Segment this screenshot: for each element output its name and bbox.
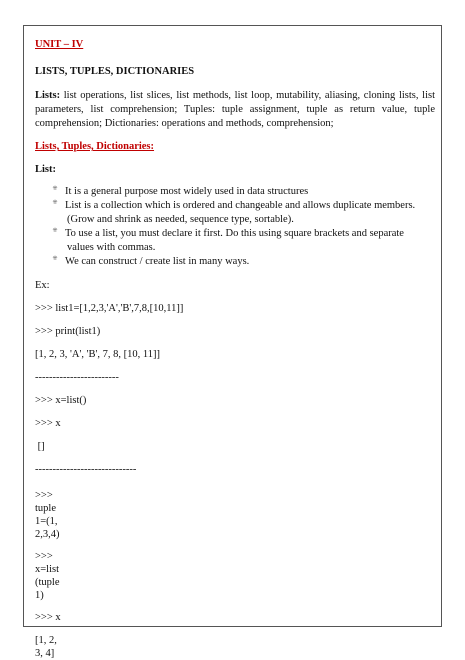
list-heading: List: (35, 164, 56, 175)
code-line: >>> list1=[1,2,3,'A','B',7,8,[10,11]] (35, 303, 184, 314)
code-output: 3, 4] (35, 648, 55, 659)
code-output: [] (35, 441, 45, 452)
code-line: x=list (35, 564, 60, 575)
code-line: 1) (35, 590, 44, 601)
separator-line: ----------------------------- (35, 464, 137, 475)
topic-title: LISTS, TUPLES, DICTIONARIES (35, 66, 195, 77)
code-output: [1, 2, 3, 'A', 'B', 7, 8, [10, 11]] (35, 349, 161, 360)
section-heading: Lists, Tuples, Dictionaries: (35, 141, 155, 152)
code-line: >>> x=list() (35, 395, 87, 406)
intro-label: Lists: (35, 90, 61, 101)
document-content (35, 38, 435, 660)
unit-title: UNIT – IV (35, 39, 84, 50)
bullet-text: We can construct / create list in many ways. (65, 256, 250, 267)
bullet-icon: ⁜ (52, 186, 58, 192)
code-line: >>> (35, 551, 53, 562)
intro-paragraph (35, 89, 435, 131)
bullet-list (35, 185, 435, 269)
list-item (35, 227, 435, 255)
code-line: >>> x (35, 418, 61, 429)
list-item (35, 199, 435, 227)
bullet-text: To use a list, you must declare it first. Do this using square brackets and separate (65, 228, 404, 239)
code-line: >>> print(list1) (35, 326, 101, 337)
code-line: 1=(1, (35, 516, 58, 527)
code-line: >>> x (35, 612, 61, 623)
bullet-icon: ⁜ (52, 228, 58, 234)
code-output: [1, 2, (35, 635, 57, 646)
code-line: >>> (35, 490, 53, 501)
list-item (35, 185, 435, 199)
bullet-text: It is a general purpose most widely used in data structures (65, 186, 309, 197)
bullet-icon: ⁜ (52, 256, 58, 262)
list-item (35, 255, 435, 269)
bullet-subtext: values with commas. (67, 242, 156, 253)
code-line: 2,3,4) (35, 529, 60, 540)
example-label: Ex: (35, 280, 50, 291)
code-line: tuple (35, 503, 56, 514)
bullet-text: List is a collection which is ordered and changeable and allows duplicate members. (65, 200, 416, 211)
intro-text: list operations, list slices, list methods, list loop, mutability, aliasing, cloning lists, list parameters, list comprehension; Tuples: tuple assignment, tuple as return value, tuple comprehension; Dictionaries: operations and methods, comprehension; (35, 90, 435, 129)
bullet-icon: ⁜ (52, 200, 58, 206)
bullet-subtext: (Grow and shrink as needed, sequence type, sortable). (67, 214, 294, 225)
separator-line: ------------------------ (35, 372, 119, 383)
code-line: (tuple (35, 577, 60, 588)
